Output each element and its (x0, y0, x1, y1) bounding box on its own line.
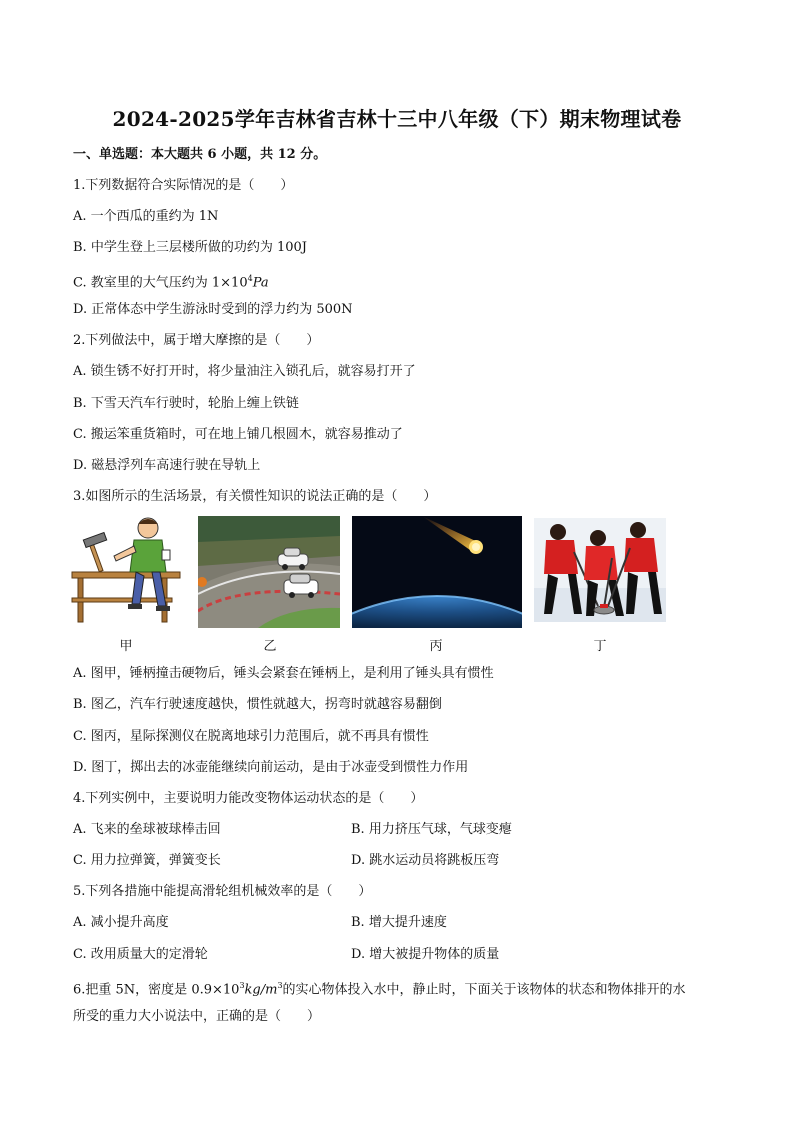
question-1-option-a: A. 一个西瓜的重约为 1N (73, 209, 219, 224)
question-4-option-c: C. 用力拉弹簧，弹簧变长 (73, 853, 221, 868)
question-3-option-d: D. 图丁，掷出去的冰壶能继续向前运动，是由于冰壶受到惯性力作用 (73, 760, 469, 775)
question-2-option-a: A. 锁生锈不好打开时，将少量油注入锁孔后，就容易打开了 (73, 364, 416, 379)
figure-jia-hammer (70, 514, 184, 628)
question-4-option-d: D. 跳水运动员将跳板压弯 (351, 853, 500, 868)
figure-ding-curling (534, 518, 666, 622)
figure-caption-ding: 丁 (593, 639, 607, 654)
figure-caption-jia: 甲 (119, 639, 133, 654)
question-2-stem: 2.下列做法中，属于增大摩擦的是（ ） (73, 333, 320, 348)
question-3-stem: 3.如图所示的生活场景，有关惯性知识的说法正确的是（ ） (73, 489, 437, 504)
question-1-option-b: B. 中学生登上三层楼所做的功约为 100J (73, 240, 307, 255)
figure-caption-yi: 乙 (263, 639, 277, 654)
section-heading: 一、单选题：本大题共 6 小题，共 12 分。 (73, 147, 327, 162)
question-5-option-a: A. 减小提升高度 (73, 915, 169, 930)
question-5-stem: 5.下列各措施中能提高滑轮组机械效率的是（ ） (73, 884, 372, 899)
question-5-option-d: D. 增大被提升物体的质量 (351, 947, 500, 962)
question-5-option-b: B. 增大提升速度 (351, 915, 447, 930)
question-6-stem-line2: 所受的重力大小说法中，正确的是（ ） (73, 1009, 321, 1024)
question-2-option-b: B. 下雪天汽车行驶时，轮胎上缠上铁链 (73, 396, 299, 411)
question-3-option-c: C. 图丙，星际探测仪在脱离地球引力范围后，就不再具有惯性 (73, 729, 429, 744)
question-4-stem: 4.下列实例中，主要说明力能改变物体运动状态的是（ ） (73, 791, 424, 806)
question-2-option-c: C. 搬运笨重货箱时，可在地上铺几根圆木，就容易推动了 (73, 427, 403, 442)
exponent: 3 (239, 981, 245, 990)
question-2-option-d: D. 磁悬浮列车高速行驶在导轨上 (73, 458, 261, 473)
unit: Pa (252, 275, 269, 291)
figure-yi-cars (198, 516, 340, 628)
option-c-text: C. 教室里的大气压约为 1×10 (73, 275, 248, 291)
question-4-option-b: B. 用力挤压气球，气球变瘪 (351, 822, 512, 837)
question-1-stem: 1.下列数据符合实际情况的是（ ） (73, 178, 294, 193)
figure-bing-probe (352, 516, 522, 628)
figure-caption-bing: 丙 (429, 639, 443, 654)
page-title: 2024-2025学年吉林省吉林十三中八年级（下）期末物理试卷 (112, 107, 682, 131)
question-3-option-a: A. 图甲，锤柄撞击硬物后，锤头会紧套在锤柄上，是利用了锤头具有惯性 (73, 666, 494, 681)
question-3-option-b: B. 图乙，汽车行驶速度越快，惯性就越大，拐弯时就越容易翻倒 (73, 697, 442, 712)
question-1-option-c (73, 270, 269, 292)
question-4-option-a: A. 飞来的垒球被球棒击回 (73, 822, 221, 837)
question-1-option-d: D. 正常体态中学生游泳时受到的浮力约为 500N (73, 302, 353, 317)
stem-text: 6.把重 5N，密度是 0.9×10 (73, 982, 240, 998)
exponent: 4 (247, 274, 253, 283)
unit-exponent: 3 (277, 981, 283, 990)
unit: kg/m (244, 982, 278, 998)
question-5-option-c: C. 改用质量大的定滑轮 (73, 947, 208, 962)
stem-text-cont: 的实心物体投入水中，静止时，下面关于该物体的状态和物体排开的水 (282, 982, 686, 998)
question-6-stem (73, 977, 686, 999)
